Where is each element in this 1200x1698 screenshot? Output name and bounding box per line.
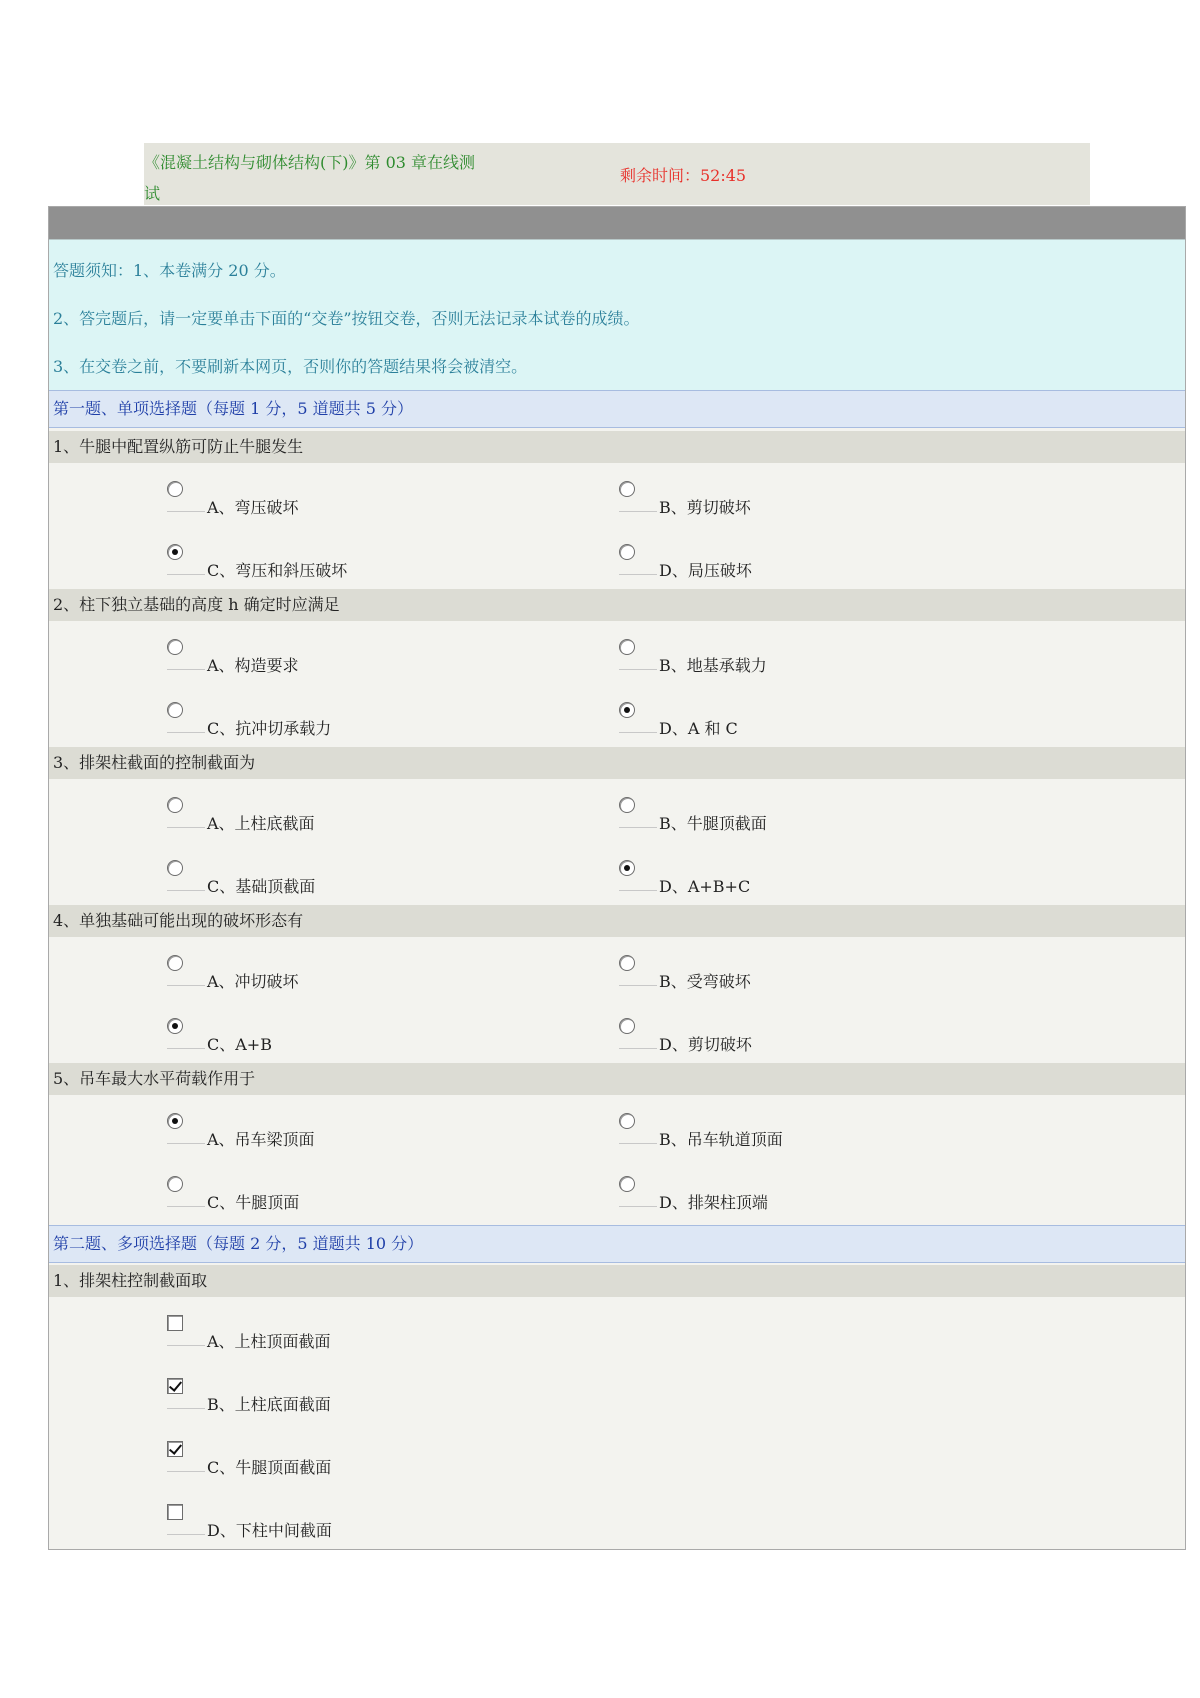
radio-button[interactable]	[167, 639, 183, 655]
question-1-2: 2、柱下独立基础的高度 h 确定时应满足	[49, 589, 1185, 621]
section-multiple-choice-title: 第二题、多项选择题（每题 2 分，5 道题共 10 分）	[49, 1225, 1185, 1263]
quiz-header	[144, 143, 1090, 205]
radio-button[interactable]	[167, 481, 183, 497]
radio-button[interactable]	[167, 702, 183, 718]
question-1-3: 3、排架柱截面的控制截面为	[49, 747, 1185, 779]
radio-button[interactable]	[619, 797, 635, 813]
checkbox-checked[interactable]	[167, 1441, 183, 1457]
instructions-box	[49, 239, 1185, 391]
quiz-title-line1: 《混凝土结构与砌体结构(下)》第 03 章在线测	[144, 153, 476, 172]
quiz-panel: 答题须知：1、本卷满分 20 分。 2、答完题后，请一定要单击下面的“交卷”按钮交卷，否则无法记录本试卷的成绩。 3、在交卷之前，不要刷新本网页，否则你的答题结果将会被清空。 第一题、单项选择题（每题 1 分，5 道题共 5 分） 1、牛腿中配置纵筋可防止牛腿发生 A、弯压破坏 B、剪切破坏 C、弯压和斜压破坏 D、局压破坏 2、柱下独立基础的高度 h 确定时应满足 A、构造要求 B、地基承载力 C、抗冲切承载力 D、A 和 C 3、排架柱截面的控制截面为 A、上柱底截面 B、牛腿顶截面 C、基础顶截面 D、A+B+C 4、单独基础可能出现的破坏形态有 A、冲切破坏 B、受弯破坏 C、A+B D、剪切破坏 5、吊车最大水平荷载作用于 A、吊车梁顶面 B、吊车轨道顶面 C、牛腿顶面 D、排架柱顶端 第二题、多项选择题（每题 2 分，5 道题共 10 分） 1、排架柱控制截面取 A、上柱顶面截面 B、上柱底面截面 C、牛腿顶面截面 D、下柱中间截面	[48, 206, 1186, 1550]
radio-button[interactable]	[619, 544, 635, 560]
checkbox[interactable]	[167, 1315, 183, 1331]
radio-button[interactable]	[619, 1176, 635, 1192]
radio-button[interactable]	[619, 1018, 635, 1034]
radio-button[interactable]	[619, 955, 635, 971]
question-1-5: 5、吊车最大水平荷载作用于	[49, 1063, 1185, 1095]
radio-button-selected[interactable]	[167, 1113, 183, 1129]
quiz-title-line2: 试	[144, 184, 161, 203]
question-1-1: 1、牛腿中配置纵筋可防止牛腿发生	[49, 431, 1185, 463]
radio-button[interactable]	[167, 797, 183, 813]
radio-button[interactable]	[167, 1176, 183, 1192]
radio-button[interactable]	[619, 1113, 635, 1129]
radio-button[interactable]	[167, 860, 183, 876]
radio-button-selected[interactable]	[167, 544, 183, 560]
radio-button-selected[interactable]	[167, 1018, 183, 1034]
radio-button-selected[interactable]	[619, 860, 635, 876]
checkbox[interactable]	[167, 1504, 183, 1520]
radio-button[interactable]	[619, 481, 635, 497]
quiz-title	[144, 147, 524, 209]
radio-button-selected[interactable]	[619, 702, 635, 718]
question-1-4: 4、单独基础可能出现的破坏形态有	[49, 905, 1185, 937]
countdown-timer: 剩余时间：52:45	[620, 166, 747, 185]
radio-button[interactable]	[619, 639, 635, 655]
radio-button[interactable]	[167, 955, 183, 971]
panel-topbar	[49, 207, 1185, 239]
instruction-line-3: 3、在交卷之前，不要刷新本网页，否则你的答题结果将会被清空。	[53, 357, 528, 376]
section-single-choice-title: 第一题、单项选择题（每题 1 分，5 道题共 5 分）	[49, 390, 1185, 428]
instruction-line-2: 2、答完题后，请一定要单击下面的“交卷”按钮交卷，否则无法记录本试卷的成绩。	[53, 309, 640, 328]
instruction-line-1: 答题须知：1、本卷满分 20 分。	[53, 261, 286, 280]
question-2-1: 1、排架柱控制截面取	[49, 1265, 1185, 1297]
checkbox-checked[interactable]	[167, 1378, 183, 1394]
